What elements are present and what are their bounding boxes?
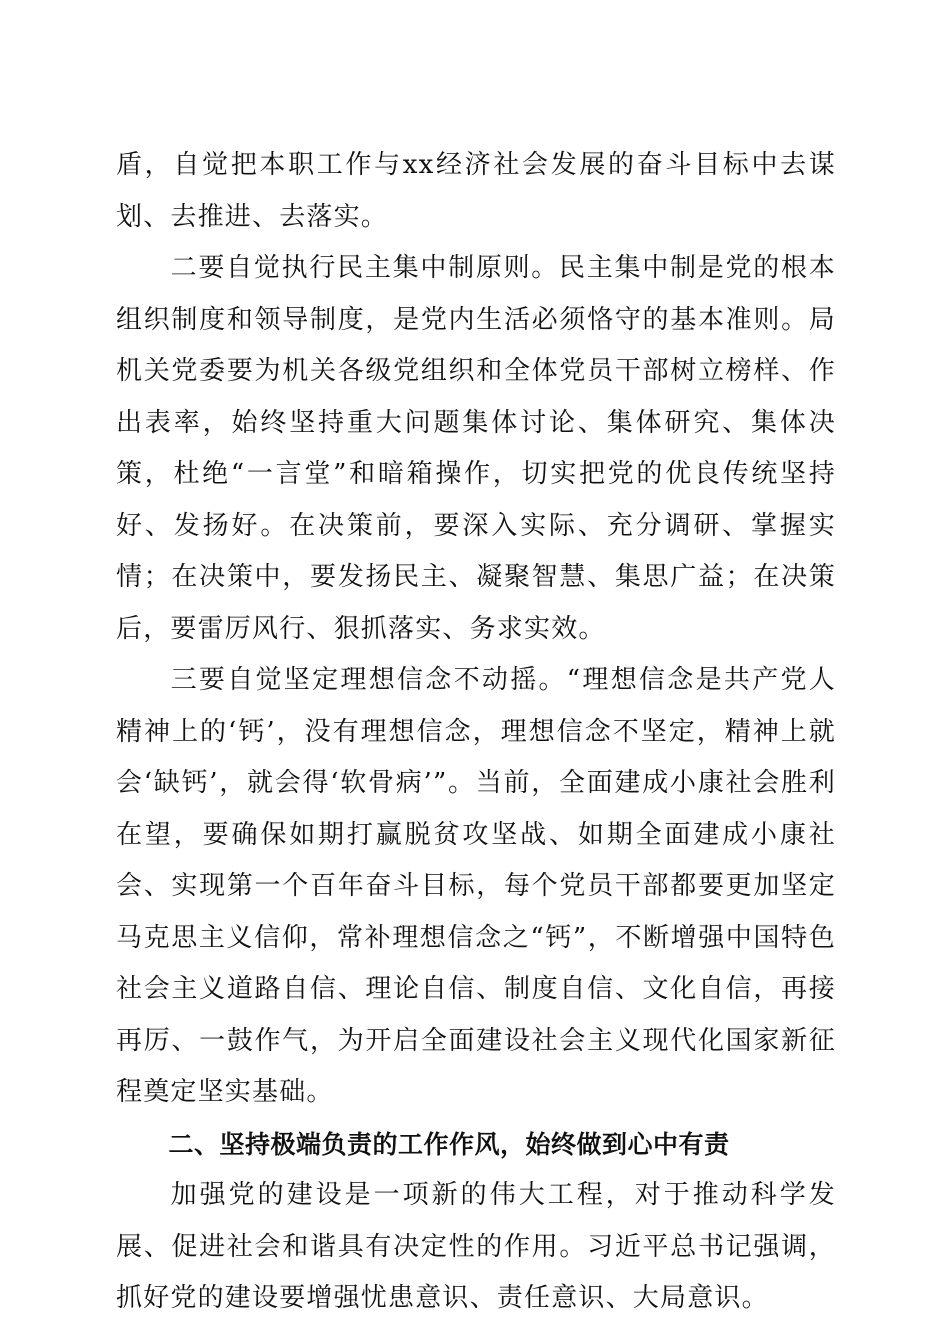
paragraph-ideals-beliefs: 三要自觉坚定理想信念不动摇。“理想信念是共产党人精神上的‘钙’，没有理想信念，理想信念不坚定，精神上就会‘缺钙’，就会得‘软骨病’”。当前，全面建成小康社会胜利在望，要确保如期打赢脱贫攻坚战、如期全面建成小康社会、实现第一个百年奋斗目标，每个党员干部都要更加坚定马克思主义信仰，常补理想信念之“钙”，不断增强中国特色社会主义道路自信、理论自信、制度自信、文化自信，再接再厉、一鼓作气，为开启全面建设社会主义现代化国家新征程奠定坚实基础。 (116, 665, 836, 1107)
paragraph-continuation: 盾，自觉把本职工作与xx经济社会发展的奋斗目标中去谋划、去推进、去落实。 (116, 150, 836, 232)
paragraph-democratic-centralism: 二要自觉执行民主集中制原则。民主集中制是党的根本组织制度和领导制度，是党内生活必须恪守的基本准则。局机关党委要为机关各级党组织和全体党员干部树立榜样、作出表率，始终坚持重大问题集体讨论、集体研究、集体决策，杜绝“一言堂”和暗箱操作，切实把党的优良传统坚持好、发扬好。在决策前，要深入实际、充分调研、掌握实情；在决策中，要发扬民主、凝聚智慧、集思广益；在决策后，要雷厉风行、狠抓落实、务求实效。 (116, 253, 836, 644)
paragraph-party-building: 加强党的建设是一项新的伟大工程，对于推动科学发展、促进社会和谐具有决定性的作用。习近平总书记强调，抓好党的建设要增强忧患意识、责任意识、大局意识。 (116, 1180, 836, 1313)
document-body (116, 140, 836, 1325)
section-heading: 二、坚持极端负责的工作作风，始终做到心中有责 (168, 1129, 730, 1159)
